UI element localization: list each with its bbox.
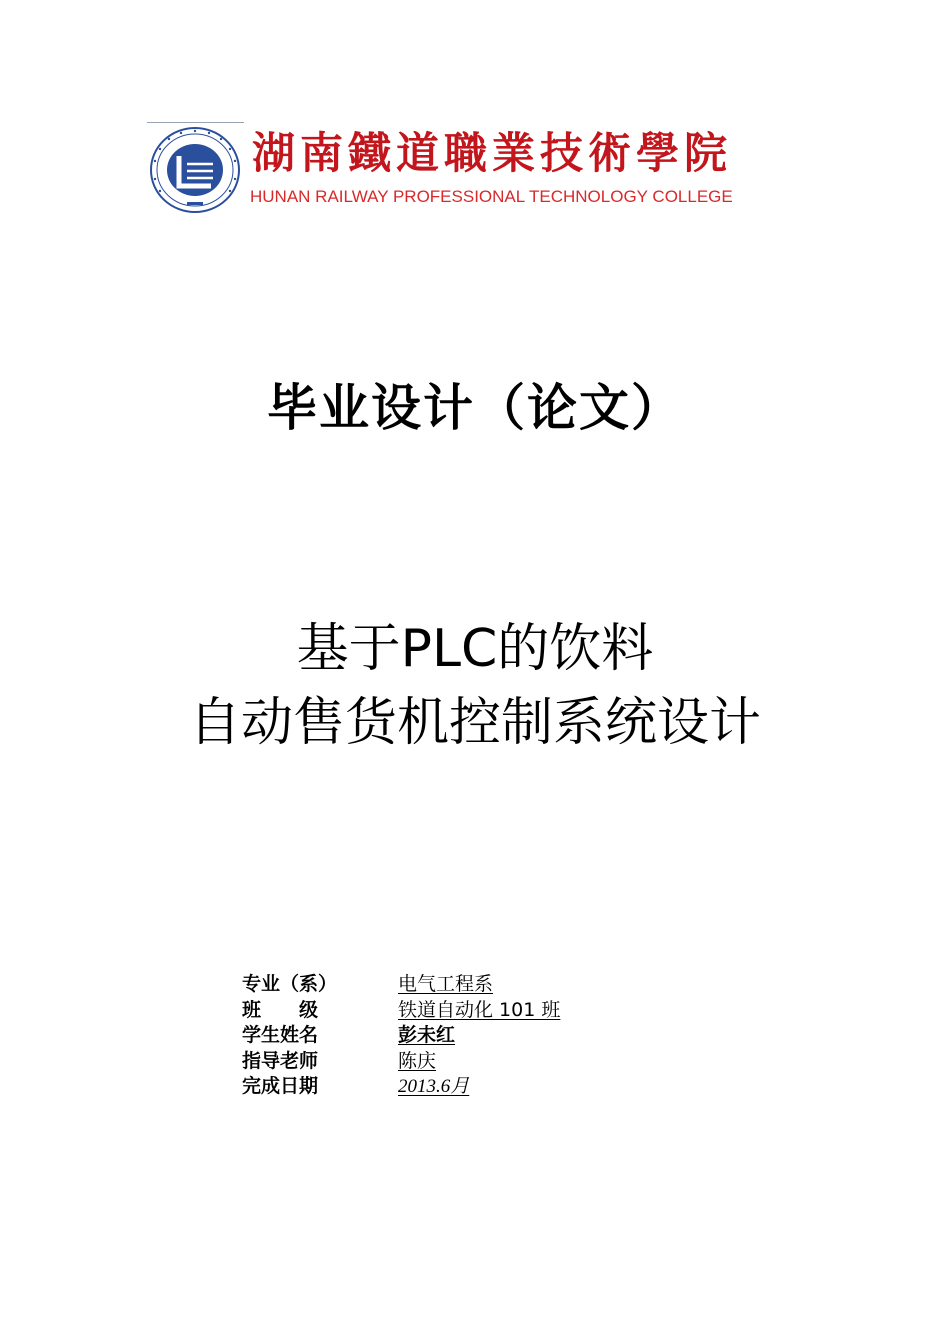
college-name-cn: 湖南鐵道職業技術學院 (252, 129, 732, 179)
advisor-label: 指导老师 (242, 1049, 319, 1072)
header-rule (147, 122, 244, 123)
class-value: 铁道自动化 101 班 (398, 998, 561, 1021)
date-value: 2013.6月 (398, 1076, 470, 1097)
class-label: 班 级 (242, 998, 319, 1021)
document-type: 毕业设计（论文） (267, 379, 683, 437)
thesis-title-line2: 自动售货机控制系统设计 (188, 693, 761, 753)
college-header (147, 122, 792, 216)
advisor-value: 陈庆 (398, 1049, 437, 1072)
major-value: 电气工程系 (398, 973, 494, 995)
student-value: 彭未红 (398, 1024, 456, 1046)
student-label: 学生姓名 (242, 1024, 319, 1046)
college-seal-icon (149, 126, 241, 214)
thesis-title-line1: 基于PLC的饮料 (296, 619, 654, 679)
date-label: 完成日期 (242, 1075, 319, 1097)
major-label: 专业（系） (242, 973, 338, 995)
college-name-en: HUNAN RAILWAY PROFESSIONAL TECHNOLOGY COLLEGE (250, 187, 733, 206)
